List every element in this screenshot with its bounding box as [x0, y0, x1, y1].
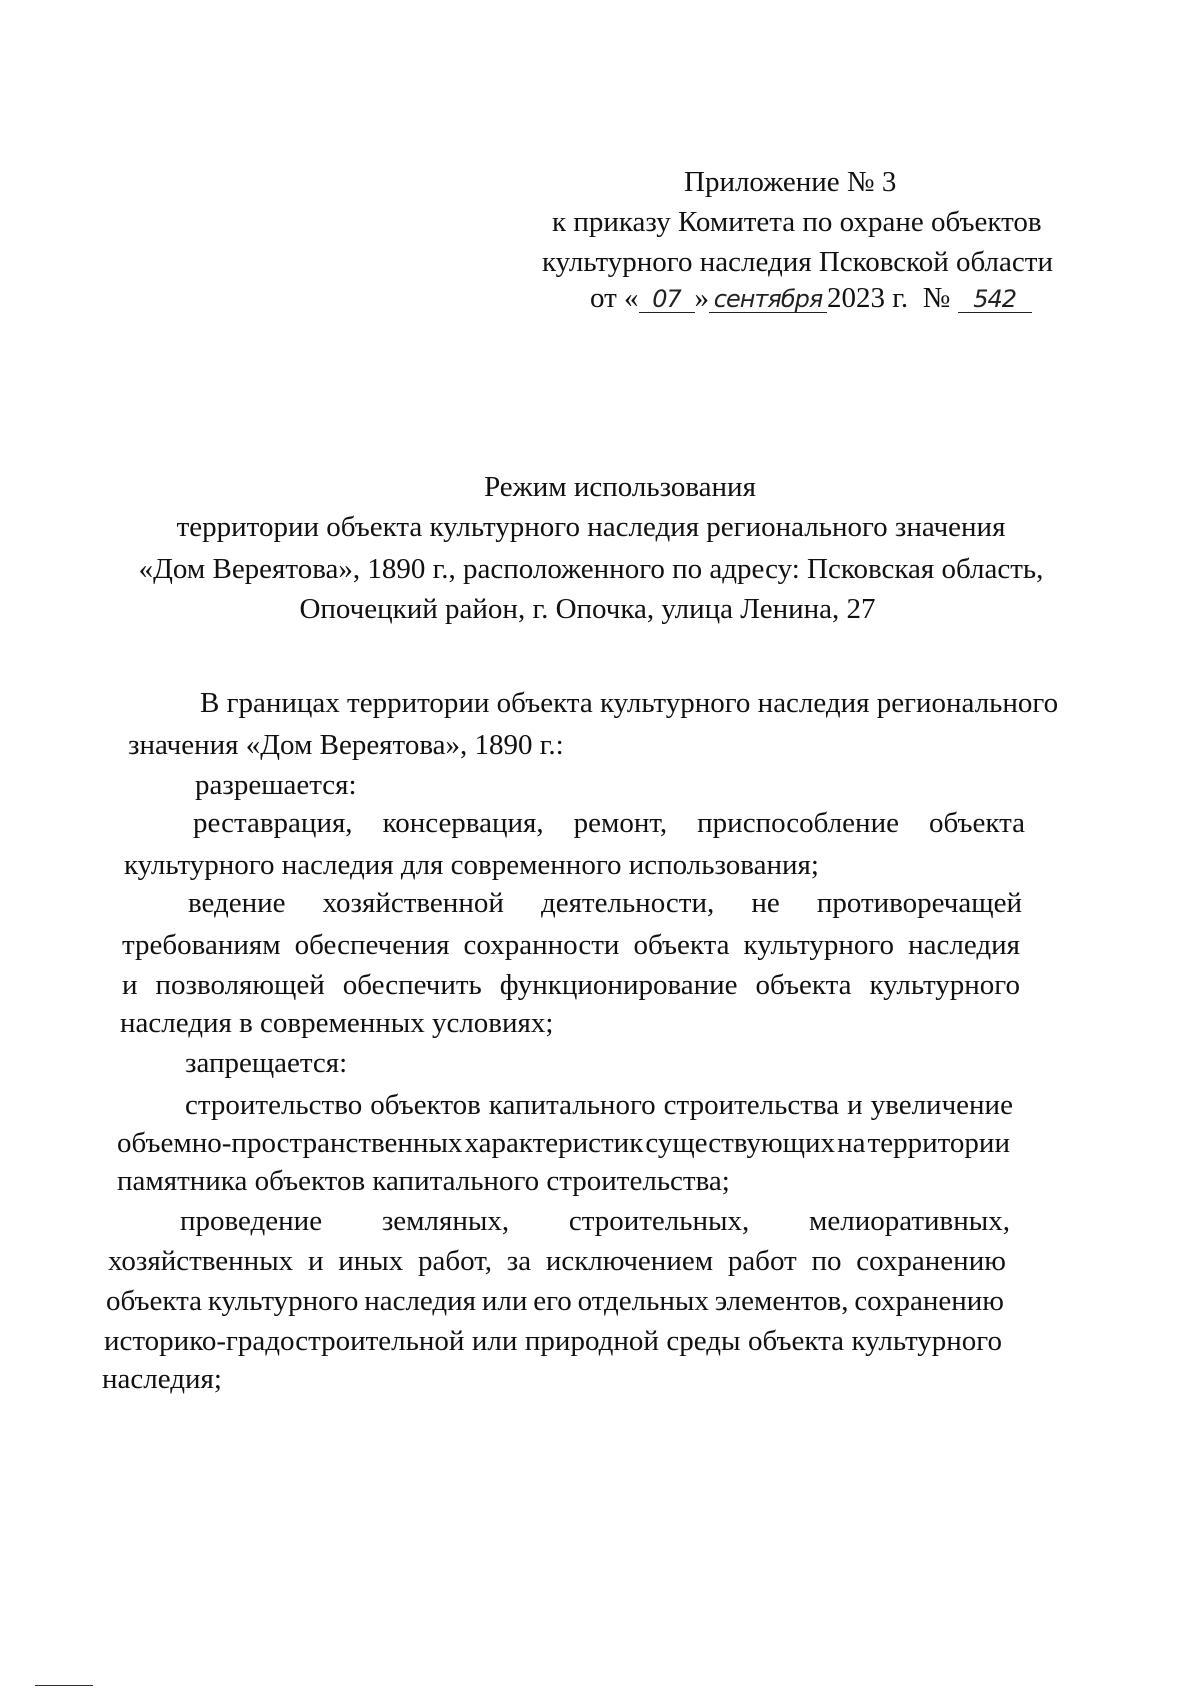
word: хозяйственных: [108, 1245, 294, 1277]
word: мелиоративных,: [809, 1205, 1010, 1237]
word: противоречащей: [816, 887, 1022, 919]
handwritten-number: 542: [958, 285, 1032, 313]
order-date-number: [590, 281, 1032, 315]
forbidden-item-1-line-1: [185, 1088, 1013, 1122]
appendix-label: Приложение № 3: [684, 166, 897, 198]
allowed-heading: разрешается:: [195, 769, 357, 801]
word: сохранности: [463, 929, 620, 961]
forbidden-item-1-line-3: памятника объектов капитального строительства;: [117, 1165, 730, 1197]
forbidden-heading: запрещается:: [185, 1047, 348, 1079]
title-line-1: Режим использования: [484, 471, 756, 503]
committee-reference: культурного наследия Псковской области: [542, 246, 1053, 278]
forbidden-item-2-line-1: [180, 1204, 1010, 1238]
word: обеспечить: [342, 969, 482, 1001]
scan-edge-mark: [35, 1685, 93, 1686]
word: объекта: [747, 1325, 844, 1357]
word: работ,: [418, 1245, 492, 1277]
word: характеристик: [464, 1127, 644, 1159]
word: его: [533, 1285, 572, 1317]
word: культурного: [869, 969, 1020, 1001]
allowed-item-2-line-4: наследия в современных условиях;: [120, 1007, 554, 1039]
word: объемно-пространственных: [117, 1127, 463, 1159]
word: строительных,: [568, 1205, 750, 1237]
word: или: [481, 1285, 528, 1317]
word: культурного: [851, 1325, 1002, 1357]
date-year: 2023 г.: [827, 282, 909, 314]
forbidden-item-2-line-5: наследия;: [102, 1363, 222, 1395]
word: сохранению: [854, 1285, 1004, 1317]
title-line-2: территории объекта культурного наследия регионального значения: [176, 511, 1006, 543]
word: наследия: [908, 929, 1020, 961]
word: обеспечения: [294, 929, 450, 961]
word: объекта: [106, 1285, 203, 1317]
word: и: [847, 1089, 863, 1121]
word: и: [122, 969, 138, 1001]
allowed-item-1-line-1: [193, 806, 1025, 840]
word: наследия: [364, 1285, 477, 1317]
allowed-item-2-line-2: [122, 928, 1020, 962]
word: или: [471, 1325, 518, 1357]
word: строительство: [185, 1089, 363, 1121]
word: позволяющей: [155, 969, 325, 1001]
title-line-3: «Дом Вереятова», 1890 г., расположенного по адресу: Псковская область,: [138, 553, 1044, 585]
word: сохранению: [856, 1245, 1006, 1277]
date-prefix: от «: [590, 282, 639, 314]
forbidden-item-2-line-4: [104, 1324, 1002, 1358]
forbidden-item-1-line-2: [117, 1126, 1010, 1160]
word: консервация,: [382, 807, 544, 839]
word: на: [837, 1127, 866, 1159]
word: ремонт,: [573, 807, 668, 839]
word: проведение: [180, 1205, 323, 1237]
word: элементов,: [714, 1285, 849, 1317]
word: исключением: [545, 1245, 714, 1277]
word: за: [506, 1245, 532, 1277]
word: строительства: [663, 1089, 840, 1121]
order-reference: к приказу Комитета по охране объектов: [552, 206, 1042, 238]
intro-line-2: значения «Дом Вереятова», 1890 г.:: [128, 729, 564, 761]
date-quote-close: »: [694, 282, 710, 314]
forbidden-item-2-line-2: [108, 1244, 1006, 1278]
allowed-item-2-line-1: [188, 886, 1022, 920]
word: природной: [524, 1325, 659, 1357]
forbidden-item-2-line-3: [106, 1284, 1004, 1318]
handwritten-month: сентября: [709, 285, 827, 313]
word: деятельности,: [540, 887, 715, 919]
word: иных: [338, 1245, 404, 1277]
handwritten-day: 07: [639, 285, 695, 313]
word: реставрация,: [193, 807, 353, 839]
word: земляных,: [381, 1205, 510, 1237]
word: ведение: [188, 887, 286, 919]
word: историко-градостроительной: [104, 1325, 465, 1357]
word: хозяйственной: [322, 887, 504, 919]
word: требованиям: [122, 929, 281, 961]
number-label: №: [922, 282, 951, 314]
word: приспособление: [697, 807, 899, 839]
word: территории: [867, 1127, 1010, 1159]
word: среды: [666, 1325, 741, 1357]
word: объекта: [928, 807, 1025, 839]
word: работ: [727, 1245, 797, 1277]
word: объектов: [370, 1089, 481, 1121]
word: объекта: [633, 929, 730, 961]
word: не: [751, 887, 780, 919]
word: культурного: [207, 1285, 359, 1317]
word: и: [307, 1245, 324, 1277]
word: капитального: [488, 1089, 656, 1121]
word: увеличение: [870, 1089, 1013, 1121]
word: функционирование: [499, 969, 738, 1001]
word: культурного: [743, 929, 895, 961]
word: отдельных: [577, 1285, 709, 1317]
intro-line-1: В границах территории объекта культурного наследия регионального: [200, 687, 1059, 719]
word: по: [811, 1245, 842, 1277]
word: существующих: [645, 1127, 836, 1159]
allowed-item-2-line-3: [122, 968, 1020, 1002]
title-line-4: Опочецкий район, г. Опочка, улица Ленина, 27: [299, 593, 876, 625]
word: объекта: [755, 969, 852, 1001]
allowed-item-1-line-2: культурного наследия для современного использования;: [124, 849, 819, 881]
